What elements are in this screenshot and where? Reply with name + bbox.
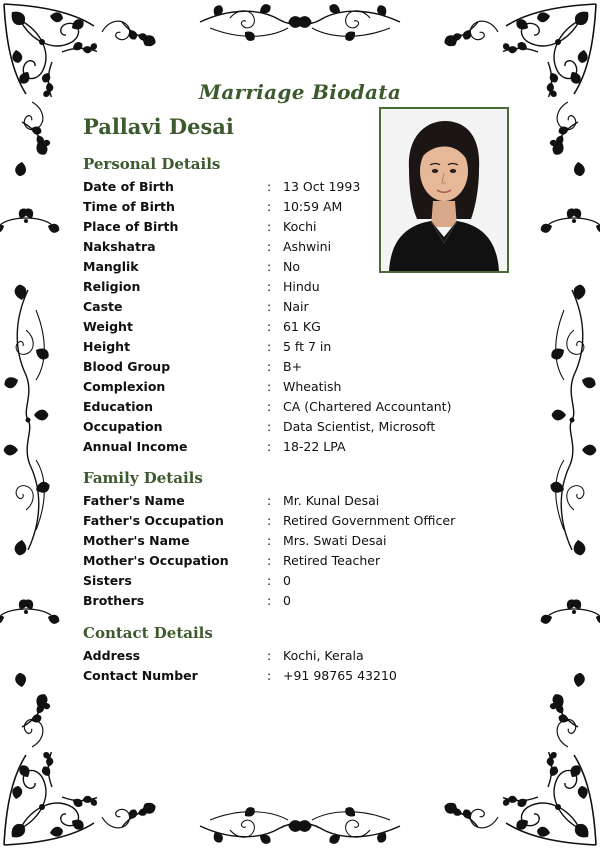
detail-value: Nair: [283, 299, 309, 314]
detail-row: [83, 337, 483, 357]
section-heading-family: Family Details: [83, 469, 203, 487]
detail-row: [83, 317, 483, 337]
detail-label: Address: [83, 648, 141, 663]
detail-label: Complexion: [83, 379, 166, 394]
detail-separator: :: [267, 339, 272, 354]
detail-separator: :: [267, 648, 272, 663]
detail-separator: :: [267, 319, 272, 334]
detail-label: Manglik: [83, 259, 139, 274]
detail-row: [83, 277, 483, 297]
detail-row: [83, 646, 483, 666]
detail-separator: :: [267, 219, 272, 234]
detail-separator: :: [267, 379, 272, 394]
detail-value: Kochi: [283, 219, 317, 234]
detail-separator: :: [267, 279, 272, 294]
detail-separator: :: [267, 179, 272, 194]
detail-value: Retired Teacher: [283, 553, 381, 568]
detail-label: Weight: [83, 319, 133, 334]
detail-separator: :: [267, 419, 272, 434]
personal-details-list: [83, 177, 483, 457]
detail-value: +91 98765 43210: [283, 668, 397, 683]
detail-label: Blood Group: [83, 359, 171, 374]
detail-separator: :: [267, 359, 272, 374]
detail-row: [83, 511, 483, 531]
detail-row: [83, 397, 483, 417]
detail-value: 10:59 AM: [283, 199, 343, 214]
detail-row: [83, 177, 483, 197]
detail-label: Mother's Occupation: [83, 553, 229, 568]
detail-separator: :: [267, 513, 272, 528]
candidate-name: Pallavi Desai: [83, 114, 234, 139]
section-heading-personal: Personal Details: [83, 155, 221, 173]
detail-value: 0: [283, 593, 291, 608]
detail-label: Time of Birth: [83, 199, 175, 214]
detail-row: [83, 357, 483, 377]
detail-row: [83, 197, 483, 217]
detail-row: [83, 297, 483, 317]
detail-row: [83, 437, 483, 457]
detail-value: No: [283, 259, 300, 274]
contact-details-list: [83, 646, 483, 686]
detail-label: Height: [83, 339, 131, 354]
detail-row: [83, 237, 483, 257]
detail-row: [83, 491, 483, 511]
detail-row: [83, 377, 483, 397]
detail-separator: :: [267, 668, 272, 683]
detail-value: CA (Chartered Accountant): [283, 399, 452, 414]
detail-separator: :: [267, 553, 272, 568]
page-title: Marriage Biodata: [198, 80, 402, 104]
detail-value: Hindu: [283, 279, 320, 294]
detail-row: [83, 217, 483, 237]
detail-separator: :: [267, 239, 272, 254]
detail-separator: :: [267, 593, 272, 608]
detail-separator: :: [267, 259, 272, 274]
detail-label: Date of Birth: [83, 179, 174, 194]
detail-value: Wheatish: [283, 379, 342, 394]
detail-label: Annual Income: [83, 439, 188, 454]
detail-separator: :: [267, 399, 272, 414]
detail-value: Kochi, Kerala: [283, 648, 364, 663]
detail-value: Mr. Kunal Desai: [283, 493, 380, 508]
detail-separator: :: [267, 573, 272, 588]
detail-separator: :: [267, 493, 272, 508]
detail-label: Contact Number: [83, 668, 198, 683]
detail-separator: :: [267, 299, 272, 314]
detail-label: Education: [83, 399, 153, 414]
detail-label: Brothers: [83, 593, 145, 608]
detail-label: Sisters: [83, 573, 132, 588]
detail-label: Father's Name: [83, 493, 185, 508]
detail-label: Religion: [83, 279, 141, 294]
detail-value: Ashwini: [283, 239, 332, 254]
detail-value: 5 ft 7 in: [283, 339, 332, 354]
detail-label: Place of Birth: [83, 219, 179, 234]
detail-label: Occupation: [83, 419, 163, 434]
detail-label: Nakshatra: [83, 239, 156, 254]
detail-value: 13 Oct 1993: [283, 179, 361, 194]
detail-row: [83, 531, 483, 551]
detail-value: Data Scientist, Microsoft: [283, 419, 436, 434]
detail-row: [83, 591, 483, 611]
detail-value: Mrs. Swati Desai: [283, 533, 387, 548]
detail-value: 0: [283, 573, 291, 588]
section-heading-contact: Contact Details: [83, 624, 213, 642]
detail-value: Retired Government Officer: [283, 513, 456, 528]
detail-row: [83, 257, 483, 277]
detail-label: Mother's Name: [83, 533, 190, 548]
detail-value: 61 KG: [283, 319, 321, 334]
detail-label: Caste: [83, 299, 123, 314]
detail-label: Father's Occupation: [83, 513, 224, 528]
detail-row: [83, 551, 483, 571]
detail-separator: :: [267, 199, 272, 214]
detail-value: 18-22 LPA: [283, 439, 346, 454]
detail-row: [83, 417, 483, 437]
detail-value: B+: [283, 359, 303, 374]
detail-row: [83, 571, 483, 591]
detail-row: [83, 666, 483, 686]
family-details-list: [83, 491, 483, 611]
detail-separator: :: [267, 439, 272, 454]
detail-separator: :: [267, 533, 272, 548]
